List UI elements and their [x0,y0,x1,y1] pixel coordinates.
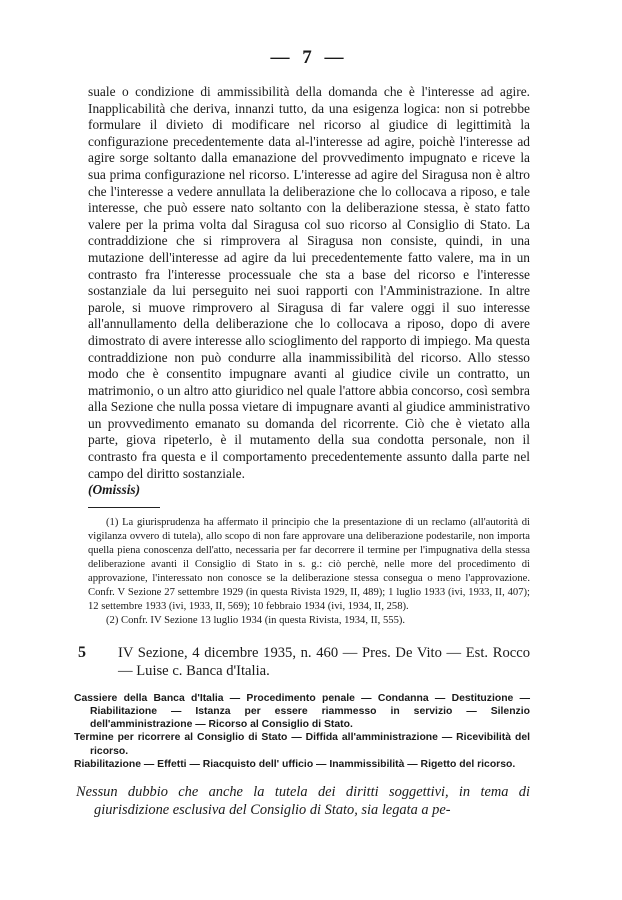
footnote-1: (1) La giurisprudenza ha affermato il principio che la presentazione di un reclamo (all'autorità di vigilanza ovvero di tutela), allo scopo di non fare approvare una deliberazione podestarile, non importa quella piena conoscenza dell'atto, necessaria per far decorrere il termine per l'impugnativa della stessa deliberazione avanti il Consiglio di Stato in s. g.: ciò perchè, nelle more del procedimento di approvazione, l'interessato non conosce se la deliberazione stessa consegua o meno l'approvazione. Confr. V Sezione 27 settembre 1929 (in questa Rivista 1929, II, 489); 1 luglio 1933 (ivi, 1933, II, 407); 12 settembre 1933 (ivi, 1933, II, 569); 10 febbraio 1934 (ivi, 1934, II, 258). [88,516,530,612]
body-paragraph [88,84,530,499]
case-number: 5 [78,643,86,661]
keyword-line-3: Riabilitazione — Effetti — Riacquisto dell' ufficio — Inammissibilità — Rigetto del ricorso. [74,758,516,770]
keyword-block [74,692,530,771]
document-page [74,46,530,834]
body-text: suale o condizione di ammissibilità della domanda che è l'interesse ad agire. Inapplicabilità che deriva, innanzi tutto, da una esigenza logica: non si potrebbe formulare il divieto di modificare nel ricorso al giudice di legittimità la configurazione precedentemente data al-l'interesse ad agire, poichè l'interesse ad agire sorge soltanto dalla emanazione del provvedimento impugnato e riceve la sua prima configurazione nel ricorso. L'interesse ad agire del Siragusa non è altro che l'interesse a vedere annullata la deliberazione che lo collocava a riposo, e tale interesse, che può essere nato soltanto con la deliberazione stessa, è stato fatto valere per la prima volta dal Siragusa col suo ricorso al Consiglio di Stato. La contraddizione che si rimprovera al Siragusa non consiste, quindi, in una mutazione dell'interesse ad agire da lui precedentemente fatto valere, ma in un contrasto fra l'interesse processuale che sta a base del ricorso e l'interesse sostanziale da lui perseguito nei suoi rapporti con l'Amministrazione. In altre parole, si muove rimprovero al Siragusa di far valere oggi il suo interesse all'annullamento della deliberazione che lo collocava a riposo, dopo di avere dimostrato di avere interesse allo scioglimento del rapporto di impiego. Ma questa contraddizione non può condurre alla inammissibilità del ricorso. Allo stesso modo che è consentito impugnare avanti al giudice civile un contratto, un matrimonio, o un altro atto giuridico nel quale l'attore abbia concorso, così sembra alla Sezione che nulla possa vietare di impugnare avanti al giudice amministrativo un provvedimento emanato su domanda del ricorrente. Ciò che è vietato alla parte, giova ripeterlo, è il mutamento della sua condotta personale, non il contrasto fra questa e il comportamento precedentemente assunto dalla parte nel campo del diritto sostanziale. [88,84,530,481]
keyword-line-1: Cassiere della Banca d'Italia — Procedimento penale — Condanna — Destituzione — Riabilitazione — Istanza per essere riammesso in servizio — Silenzio dell'amministrazione — Ricorso al Consiglio di Stato. [74,692,530,731]
keyword-line-2: Termine per ricorrere al Consiglio di Stato — Diffida all'amministrazione — Ricevibilità del ricorso. [74,732,530,757]
footnote-2: (2) Confr. IV Sezione 13 luglio 1934 (in questa Rivista, 1934, II, 555). [106,614,406,626]
case-header [78,643,530,680]
case-title: IV Sezione, 4 dicembre 1935, n. 460 — Pres. De Vito — Est. Rocco — Luise c. Banca d'Italia. [118,644,530,679]
page-number: — 7 — [270,47,348,68]
footnote-separator [88,507,160,508]
maxim-text: Nessun dubbio che anche la tutela dei diritti soggettivi, in tema di giurisdizione esclusiva del Consiglio di Stato, sia legata a pe- [76,784,530,819]
omissis-label: (Omissis) [88,482,141,498]
